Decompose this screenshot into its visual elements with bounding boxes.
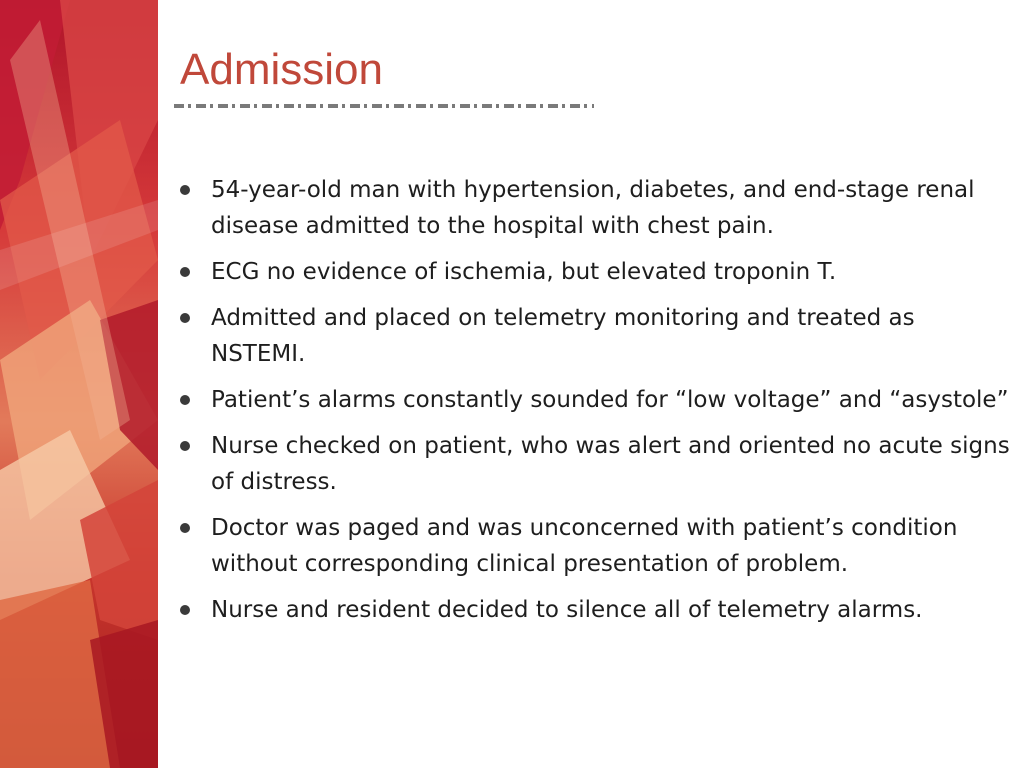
decorative-side-artwork — [0, 0, 158, 768]
title-divider — [174, 104, 594, 108]
bullet-icon — [180, 267, 190, 277]
bullet-text: Patient’s alarms constantly sounded for “low voltage” and “asystole” — [211, 387, 1009, 413]
list-item — [180, 172, 1016, 244]
bullet-icon — [180, 605, 190, 615]
bullet-icon — [180, 395, 190, 405]
list-item — [180, 592, 1016, 628]
list-item — [180, 510, 1016, 582]
bullet-text: Nurse and resident decided to silence all of telemetry alarms. — [211, 597, 923, 623]
list-item — [180, 300, 1016, 372]
list-item — [180, 382, 1016, 418]
bullet-icon — [180, 523, 190, 533]
bullet-text: Admitted and placed on telemetry monitoring and treated as NSTEMI. — [211, 305, 915, 367]
list-item — [180, 428, 1016, 500]
list-item — [180, 254, 1016, 290]
bullet-icon — [180, 185, 190, 195]
bullet-icon — [180, 313, 190, 323]
bullet-text: Nurse checked on patient, who was alert and oriented no acute signs of distress. — [211, 433, 1010, 495]
slide-title: Admission — [180, 45, 383, 94]
bullet-text: 54-year-old man with hypertension, diabetes, and end-stage renal disease admitted to the hospital with chest pain. — [211, 177, 975, 239]
bullet-text: Doctor was paged and was unconcerned with patient’s condition without corresponding clinical presentation of problem. — [211, 515, 958, 577]
bullet-list — [180, 172, 1016, 638]
watercolor-pattern — [0, 0, 158, 768]
bullet-icon — [180, 441, 190, 451]
bullet-text: ECG no evidence of ischemia, but elevated troponin T. — [211, 259, 837, 285]
